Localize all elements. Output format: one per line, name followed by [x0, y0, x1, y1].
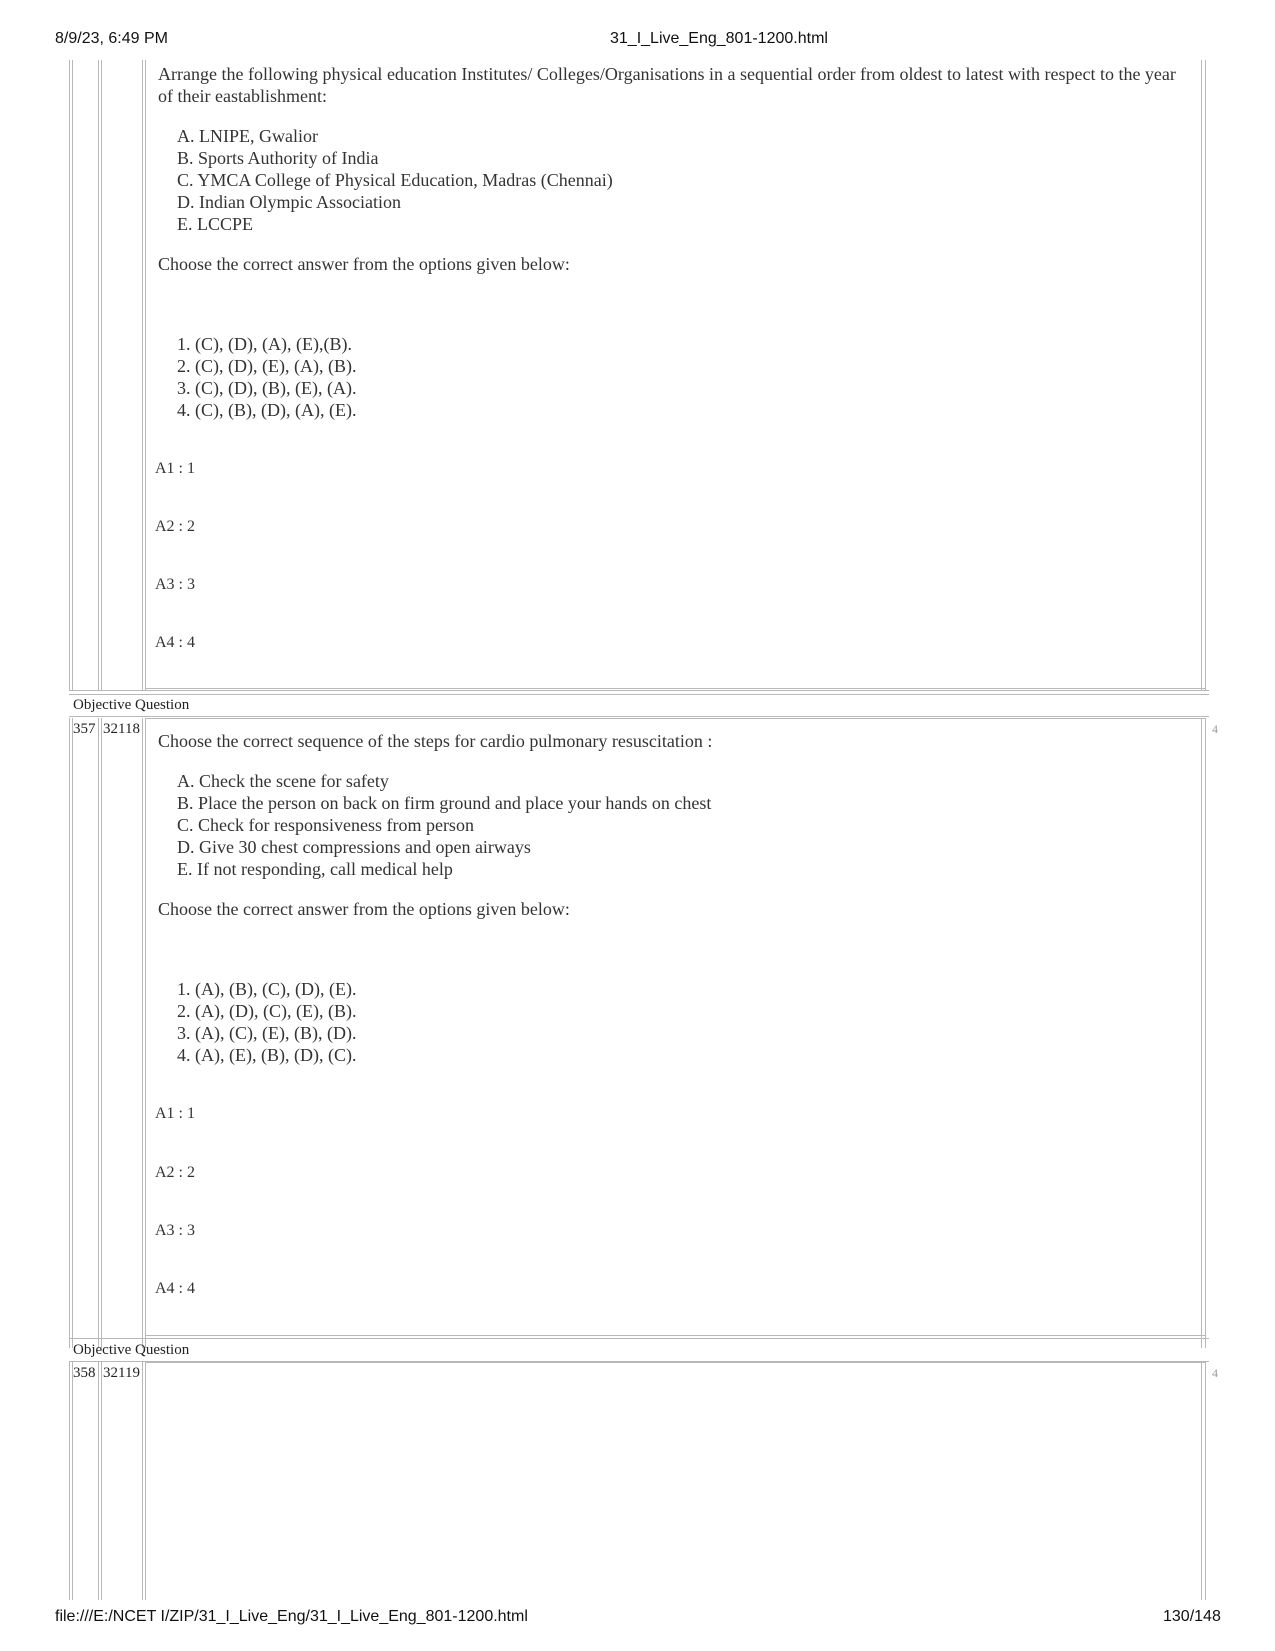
answer-label-4: A4 : 4 — [155, 634, 195, 651]
question-stem: Arrange the following physical education Institutes/ Colleges/Organisations in a sequential order from oldest to latest with respect to the year of their eastablishment: — [158, 64, 1176, 106]
statement-item: B. Sports Authority of India — [177, 148, 379, 168]
statement-list — [177, 770, 711, 880]
option-item: 2. (A), (D), (C), (E), (B). — [177, 1001, 357, 1021]
question-type-label: Objective Question — [73, 1342, 190, 1358]
statement-list — [177, 125, 613, 235]
print-datetime: 8/9/23, 6:49 PM — [55, 30, 168, 47]
answer-label-3: A3 : 3 — [155, 1222, 195, 1239]
question-type-label: Objective Question — [73, 697, 190, 713]
statement-item: C. YMCA College of Physical Education, Madras (Chennai) — [177, 170, 613, 190]
question-stem: Choose the correct sequence of the steps for cardio pulmonary resuscitation : — [158, 731, 713, 751]
answer-label-2: A2 : 2 — [155, 518, 195, 535]
statement-item: C. Check for responsiveness from person — [177, 815, 474, 835]
question-id: 32118 — [103, 721, 140, 737]
statement-item: A. Check the scene for safety — [177, 771, 389, 791]
answer-label-2: A2 : 2 — [155, 1164, 195, 1181]
option-item: 3. (A), (C), (E), (B), (D). — [177, 1023, 357, 1043]
print-doc-title: 31_I_Live_Eng_801-1200.html — [610, 30, 828, 47]
statement-item: D. Indian Olympic Association — [177, 192, 401, 212]
truncated-column-mark: 4 — [1212, 1366, 1218, 1380]
answer-label-1: A1 : 1 — [155, 1105, 195, 1122]
option-item: 1. (C), (D), (A), (E),(B). — [177, 334, 352, 354]
statement-item: E. LCCPE — [177, 214, 254, 234]
options-list — [177, 333, 356, 421]
option-item: 3. (C), (D), (B), (E), (A). — [177, 378, 357, 398]
statement-item: A. LNIPE, Gwalior — [177, 126, 318, 146]
option-item: 4. (C), (B), (D), (A), (E). — [177, 400, 357, 420]
print-file-path: file:///E:/NCET I/ZIP/31_I_Live_Eng/31_I_Live_Eng_801-1200.html — [55, 1608, 528, 1625]
answer-prompt: Choose the correct answer from the options given below: — [158, 254, 570, 274]
serial-number: 358 — [73, 1365, 96, 1381]
answer-label-4: A4 : 4 — [155, 1280, 195, 1297]
page-counter: 130/148 — [1163, 1608, 1221, 1625]
answer-label-1: A1 : 1 — [155, 460, 195, 477]
question-id: 32119 — [103, 1365, 140, 1381]
statement-item: E. If not responding, call medical help — [177, 859, 453, 879]
option-item: 4. (A), (E), (B), (D), (C). — [177, 1045, 357, 1065]
statement-item: D. Give 30 chest compressions and open airways — [177, 837, 531, 857]
truncated-column-mark: 4 — [1212, 722, 1218, 736]
serial-number: 357 — [73, 721, 96, 737]
option-item: 1. (A), (B), (C), (D), (E). — [177, 979, 357, 999]
options-list — [177, 978, 356, 1066]
statement-item: B. Place the person on back on firm ground and place your hands on chest — [177, 793, 712, 813]
answer-label-3: A3 : 3 — [155, 576, 195, 593]
option-item: 2. (C), (D), (E), (A), (B). — [177, 356, 357, 376]
answer-prompt: Choose the correct answer from the options given below: — [158, 899, 570, 919]
